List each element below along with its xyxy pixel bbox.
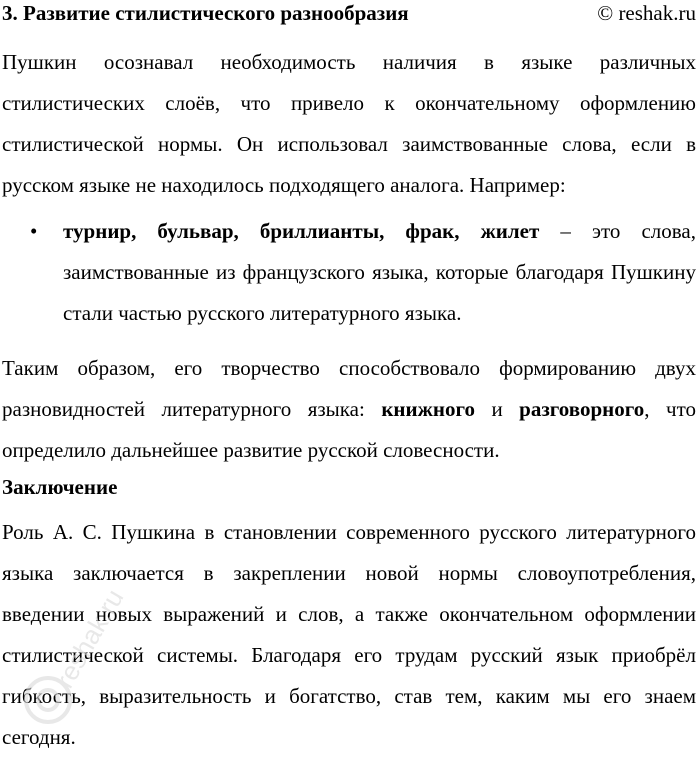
bold-term-colloquial: разговорного bbox=[519, 397, 645, 421]
summary-text-end: , что определило дальнейшее развитие русской словесности. bbox=[2, 397, 696, 462]
bullet-description: – это слова, заимствованные из французского языка, которые благодаря Пушкину стали частью русского литературного языка. bbox=[63, 219, 696, 325]
conclusion-title: Заключение bbox=[2, 475, 118, 499]
list-item bbox=[0, 211, 696, 334]
summary-text-start: Таким образом, его творчество способствовало формированию двух разновидностей литературного языка: bbox=[2, 356, 696, 421]
borrowed-words-list bbox=[0, 211, 698, 334]
page-header bbox=[2, 0, 698, 26]
watermark-text: reshak.ru bbox=[49, 584, 130, 693]
borrowed-terms: турнир, бульвар, бриллианты, фрак, жилет bbox=[63, 219, 540, 243]
bold-term-bookish: книжного bbox=[381, 397, 475, 421]
section-heading: 3. Развитие стилистического разнообразия bbox=[2, 1, 409, 25]
summary-paragraph bbox=[2, 348, 696, 471]
bullet-icon: • bbox=[30, 219, 38, 243]
summary-connector: и bbox=[474, 397, 520, 421]
copyright-notice: © reshak.ru bbox=[597, 1, 696, 25]
conclusion-paragraph: Роль А. С. Пушкина в становлении современного русского литературного языка заключается в закреплении новой нормы словоупотребления, введении новых выражений и слов, а также окончательном оформлении стилистической системы. Благодаря его трудам русский язык приобрёл гибкость, выразительность и богатство, став тем, каким мы его знаем сегодня. bbox=[2, 520, 696, 749]
intro-paragraph: Пушкин осознавал необходимость наличия в языке различных стилистических слоёв, что привело к окончательному оформлению стилистической нормы. Он использовал заимствованные слова, если в русском языке не находилось подходящего аналога. Например: bbox=[2, 50, 696, 197]
